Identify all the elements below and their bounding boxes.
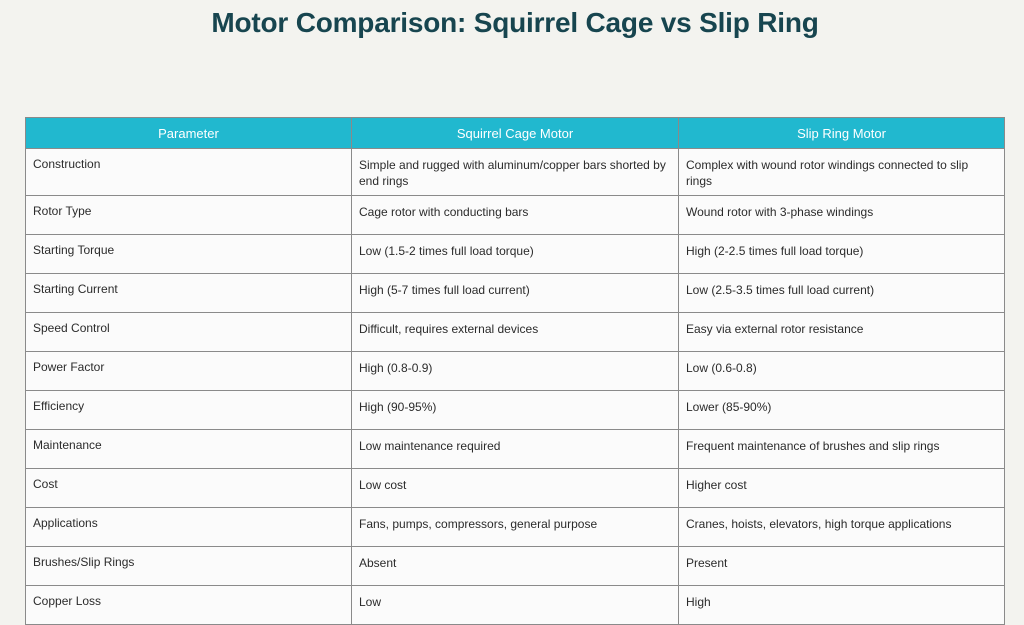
slip-ring-cell: High (2-2.5 times full load torque) [679,235,1005,274]
table-row [26,469,1005,508]
table-row [26,313,1005,352]
slip-ring-cell: Lower (85-90%) [679,391,1005,430]
squirrel-cage-cell: High (0.8-0.9) [352,352,679,391]
slip-ring-cell: Complex with wound rotor windings connected to slip rings [679,149,1005,196]
parameter-cell: Construction [26,149,352,196]
parameter-cell: Maintenance [26,430,352,469]
parameter-cell: Cost [26,469,352,508]
parameter-cell: Brushes/Slip Rings [26,547,352,586]
squirrel-cage-cell: High (90-95%) [352,391,679,430]
slip-ring-cell: Higher cost [679,469,1005,508]
parameter-cell: Rotor Type [26,196,352,235]
table-row [26,196,1005,235]
slip-ring-cell: Low (0.6-0.8) [679,352,1005,391]
slip-ring-cell: Low (2.5-3.5 times full load current) [679,274,1005,313]
parameter-cell: Applications [26,508,352,547]
squirrel-cage-cell: Difficult, requires external devices [352,313,679,352]
table-row [26,586,1005,625]
slip-ring-cell: Frequent maintenance of brushes and slip rings [679,430,1005,469]
squirrel-cage-cell: Low maintenance required [352,430,679,469]
slip-ring-cell: Present [679,547,1005,586]
table-row [26,391,1005,430]
table-row [26,430,1005,469]
table-row [26,352,1005,391]
parameter-cell: Power Factor [26,352,352,391]
parameter-cell: Copper Loss [26,586,352,625]
header-squirrel-cage: Squirrel Cage Motor [352,118,679,149]
parameter-cell: Starting Torque [26,235,352,274]
table-row [26,547,1005,586]
squirrel-cage-cell: Simple and rugged with aluminum/copper bars shorted by end rings [352,149,679,196]
parameter-cell: Efficiency [26,391,352,430]
slip-ring-cell: Wound rotor with 3-phase windings [679,196,1005,235]
squirrel-cage-cell: Cage rotor with conducting bars [352,196,679,235]
squirrel-cage-cell: Low [352,586,679,625]
table-row [26,149,1005,196]
slip-ring-cell: Easy via external rotor resistance [679,313,1005,352]
parameter-cell: Starting Current [26,274,352,313]
parameter-cell: Speed Control [26,313,352,352]
squirrel-cage-cell: Low cost [352,469,679,508]
table-header-row [26,118,1005,149]
squirrel-cage-cell: Fans, pumps, compressors, general purpose [352,508,679,547]
table-row [26,274,1005,313]
squirrel-cage-cell: Low (1.5-2 times full load torque) [352,235,679,274]
squirrel-cage-cell: Absent [352,547,679,586]
squirrel-cage-cell: High (5-7 times full load current) [352,274,679,313]
page-title: Motor Comparison: Squirrel Cage vs Slip Ring [211,7,819,38]
comparison-table [25,117,1005,625]
header-parameter: Parameter [26,118,352,149]
header-slip-ring: Slip Ring Motor [679,118,1005,149]
table-row [26,235,1005,274]
slip-ring-cell: Cranes, hoists, elevators, high torque applications [679,508,1005,547]
slip-ring-cell: High [679,586,1005,625]
table-row [26,508,1005,547]
